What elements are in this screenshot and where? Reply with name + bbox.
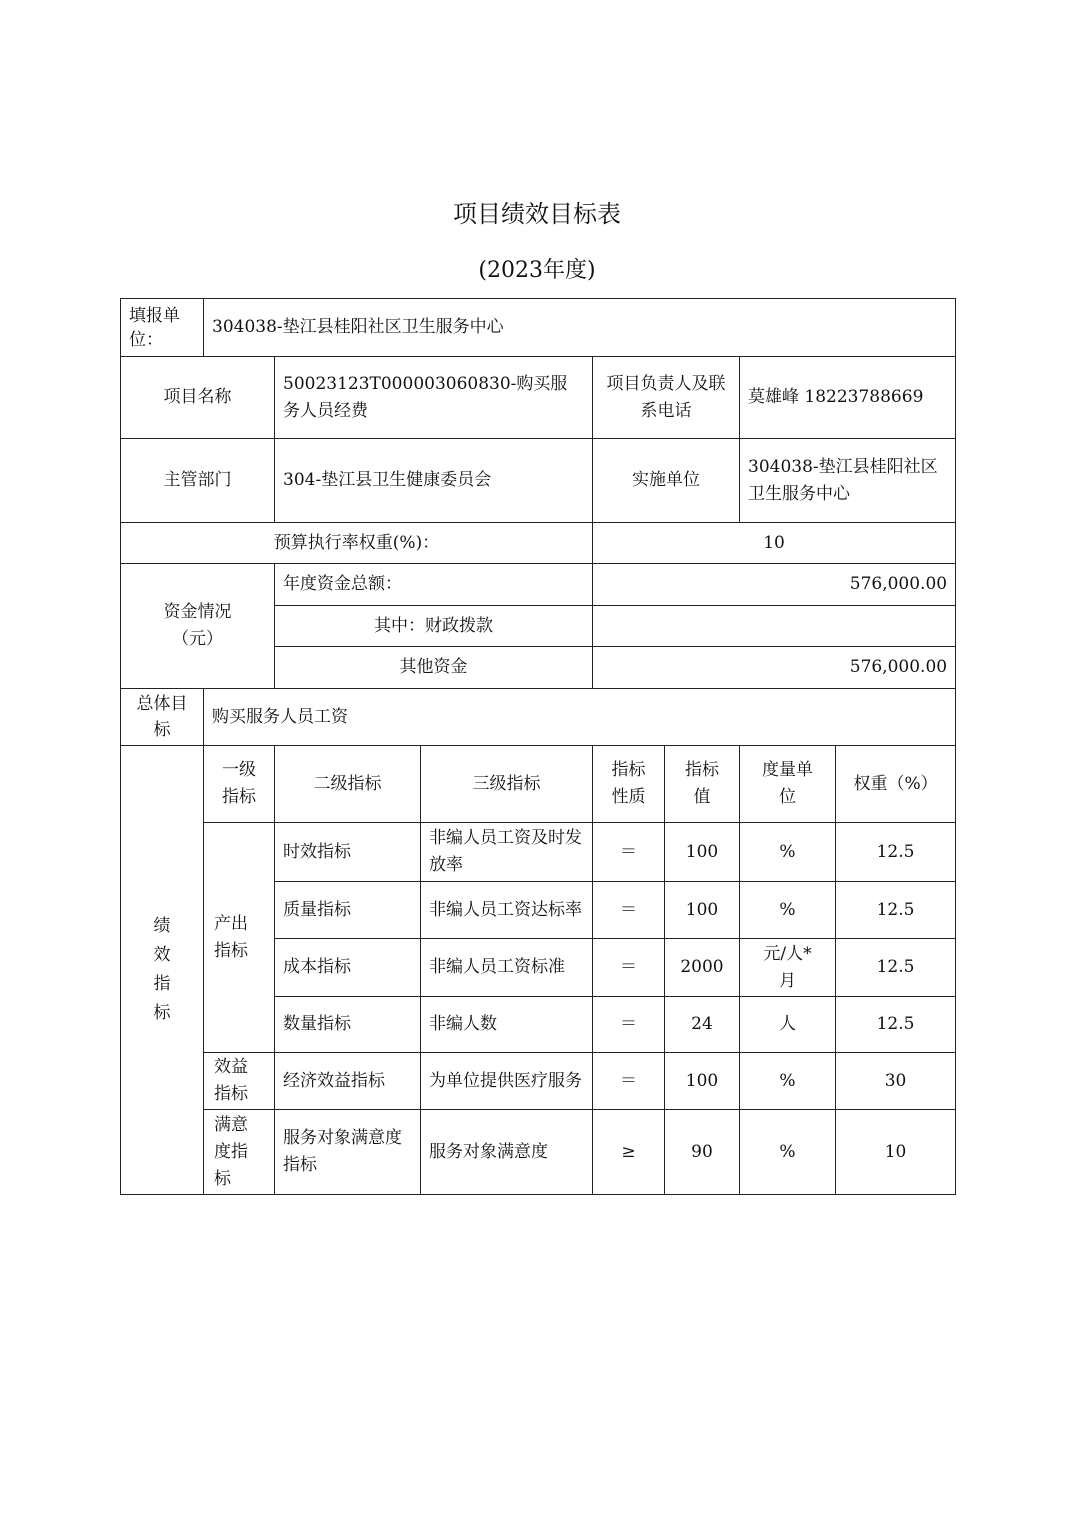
performance-target-table (120, 298, 956, 1195)
dept-row (121, 439, 956, 523)
page-title: 项目绩效目标表 (453, 200, 621, 228)
level2-cell: 时效指标 (275, 823, 421, 882)
weight-cell: 10 (836, 1110, 956, 1195)
fund-total-row (121, 564, 956, 606)
value-cell: 90 (665, 1110, 740, 1195)
indicator-section-label: 绩效指标 (121, 746, 204, 1195)
fund-total-value: 576,000.00 (593, 564, 956, 606)
nature-cell: ≥ (593, 1110, 665, 1195)
fund-fiscal-value (593, 606, 956, 647)
nature-cell: ＝ (593, 882, 665, 939)
unit-cell: % (740, 1110, 836, 1195)
value-cell: 100 (665, 1053, 740, 1110)
level3-cell: 非编人数 (421, 997, 593, 1053)
fund-other-label: 其他资金 (275, 647, 593, 689)
value-cell: 2000 (665, 939, 740, 997)
unit-cell: 人 (740, 997, 836, 1053)
fund-fiscal-label: 其中：财政拨款 (275, 606, 593, 647)
level2-cell: 数量指标 (275, 997, 421, 1053)
unit-label: 填报单位： (121, 299, 204, 357)
unit-cell: % (740, 823, 836, 882)
level1-cell: 满意度指标 (204, 1110, 275, 1195)
column-header: 指标值 (665, 746, 740, 823)
column-header: 二级指标 (275, 746, 421, 823)
weight-cell: 12.5 (836, 997, 956, 1053)
fund-label: 资金情况（元） (121, 564, 275, 689)
column-header: 度量单位 (740, 746, 836, 823)
indicator-header-row (121, 746, 956, 823)
column-header: 权重（%） (836, 746, 956, 823)
unit-value: 304038-垫江县桂阳社区卫生服务中心 (204, 299, 956, 357)
goal-label: 总体目标 (121, 689, 204, 746)
unit-row (121, 299, 956, 357)
fund-other-value: 576,000.00 (593, 647, 956, 689)
budget-weight-value: 10 (593, 523, 956, 564)
level2-cell: 经济效益指标 (275, 1053, 421, 1110)
project-name-value: 50023123T000003060830-购买服务人员经费 (275, 357, 593, 439)
weight-cell: 12.5 (836, 882, 956, 939)
level2-cell: 质量指标 (275, 882, 421, 939)
dept-value: 304-垫江县卫生健康委员会 (275, 439, 593, 523)
table-row (121, 1110, 956, 1195)
column-header: 一级指标 (204, 746, 275, 823)
dept-label: 主管部门 (121, 439, 275, 523)
level1-cell: 效益指标 (204, 1053, 275, 1110)
nature-cell: ＝ (593, 1053, 665, 1110)
impl-label: 实施单位 (593, 439, 740, 523)
project-name-label: 项目名称 (121, 357, 275, 439)
level3-cell: 服务对象满意度 (421, 1110, 593, 1195)
fund-total-label: 年度资金总额： (275, 564, 593, 606)
impl-value: 304038-垫江县桂阳社区卫生服务中心 (740, 439, 956, 523)
level2-cell: 成本指标 (275, 939, 421, 997)
unit-cell: % (740, 882, 836, 939)
level1-cell: 产出指标 (204, 823, 275, 1053)
goal-row (121, 689, 956, 746)
weight-cell: 30 (836, 1053, 956, 1110)
column-header: 三级指标 (421, 746, 593, 823)
table-row (121, 1053, 956, 1110)
weight-cell: 12.5 (836, 939, 956, 997)
level3-cell: 为单位提供医疗服务 (421, 1053, 593, 1110)
nature-cell: ＝ (593, 997, 665, 1053)
nature-cell: ＝ (593, 939, 665, 997)
unit-cell: % (740, 1053, 836, 1110)
table-row (121, 823, 956, 882)
goal-value: 购买服务人员工资 (204, 689, 956, 746)
project-name-row (121, 357, 956, 439)
page-subtitle: (2023年度) (478, 258, 596, 283)
contact-label: 项目负责人及联系电话 (593, 357, 740, 439)
level3-cell: 非编人员工资标准 (421, 939, 593, 997)
level3-cell: 非编人员工资达标率 (421, 882, 593, 939)
nature-cell: ＝ (593, 823, 665, 882)
unit-cell: 元/人*月 (740, 939, 836, 997)
budget-weight-label: 预算执行率权重(%)： (121, 523, 593, 564)
value-cell: 100 (665, 823, 740, 882)
column-header: 指标性质 (593, 746, 665, 823)
value-cell: 100 (665, 882, 740, 939)
level2-cell: 服务对象满意度指标 (275, 1110, 421, 1195)
value-cell: 24 (665, 997, 740, 1053)
weight-cell: 12.5 (836, 823, 956, 882)
level3-cell: 非编人员工资及时发放率 (421, 823, 593, 882)
budget-weight-row (121, 523, 956, 564)
contact-value: 莫雄峰 18223788669 (740, 357, 956, 439)
